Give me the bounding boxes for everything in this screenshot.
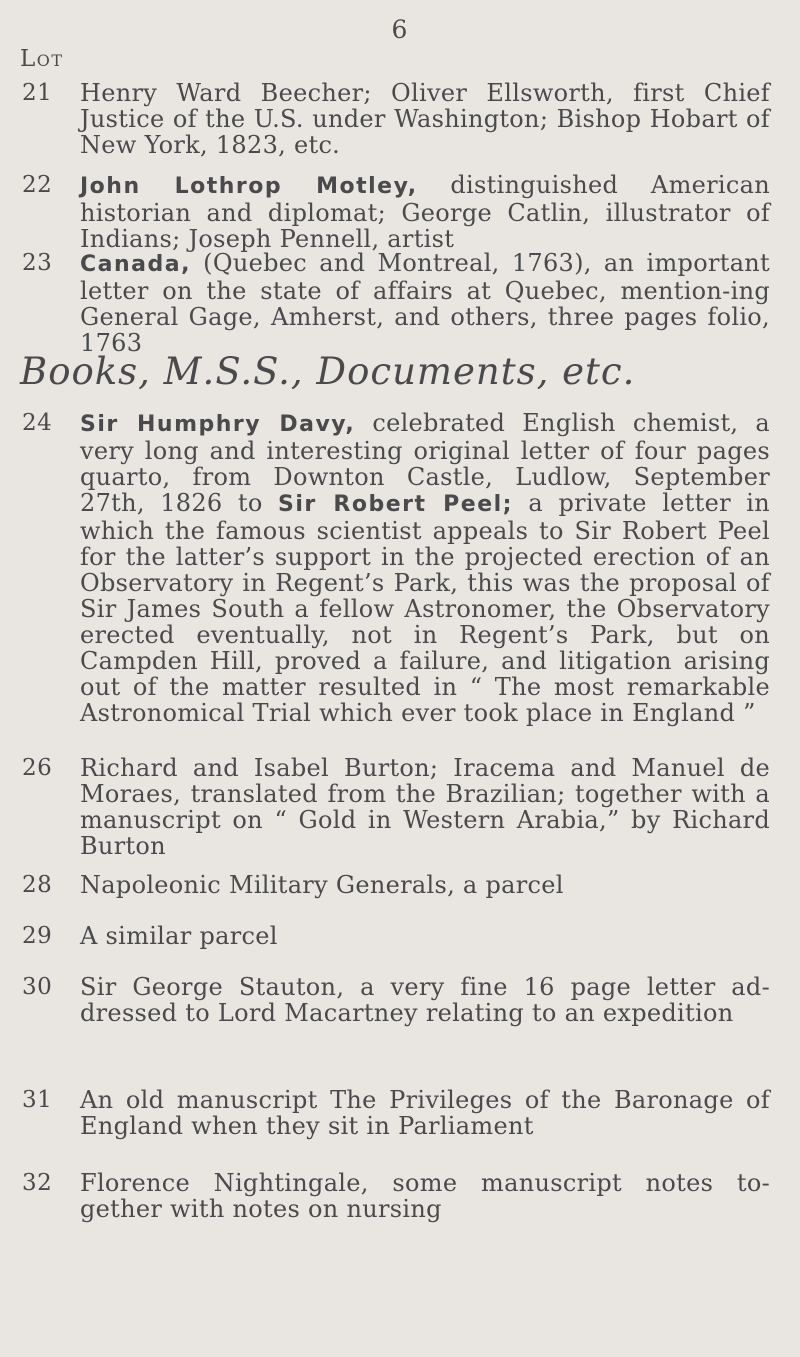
lot-lead-name: John Lothrop Motley, (80, 174, 418, 199)
lot-number: 23 (22, 250, 53, 276)
lot-number: 31 (22, 1087, 53, 1113)
lot-number: 29 (22, 923, 53, 949)
lot-number: 24 (22, 410, 53, 436)
lot-description-text: Sir George Stauton, a very fine 16 page letter ad-dressed to Lord Macartney relating to an expedition (80, 973, 770, 1027)
lot-number: 21 (22, 80, 53, 106)
lot-number: 28 (22, 872, 53, 898)
lot-description (80, 250, 770, 356)
section-heading: Books, M.S.S., Documents, etc. (20, 350, 636, 393)
lot-number: 30 (22, 974, 53, 1000)
lot-description-text: A similar parcel (80, 922, 278, 950)
lot-column-heading: Lot (20, 46, 64, 72)
lot-number: 32 (22, 1170, 53, 1196)
lot-description-text: An old manuscript The Privileges of the Baronage of England when they sit in Parliament (80, 1086, 770, 1140)
lot-description (80, 923, 770, 949)
lot-lead-name: Sir Humphry Davy, (80, 412, 356, 437)
lot-description (80, 80, 770, 158)
lot-description (80, 974, 770, 1026)
lot-description-text: Florence Nightingale, some manuscript notes to-gether with notes on nursing (80, 1169, 770, 1223)
lot-description-text: Henry Ward Beecher; Oliver Ellsworth, first Chief Justice of the U.S. under Washington; Bishop Hobart of New York, 1823, etc. (80, 79, 770, 159)
lot-description (80, 755, 770, 859)
lot-description (80, 410, 770, 726)
lot-description-text: (Quebec and Montreal, 1763), an important letter on the state of affairs at Quebec, mention-ing General Gage, Amherst, and others, three pages folio, 1763 (80, 249, 770, 357)
page-number: 6 (391, 15, 409, 44)
lot-description (80, 1087, 770, 1139)
lot-description (80, 872, 770, 898)
lot-description (80, 1170, 770, 1222)
lot-description (80, 172, 770, 252)
lot-description-text: celebrated English chemist, a very long and interesting original letter of four pages quarto, from Downton Castle, Ludlow, September 27th, 1826 to (80, 409, 770, 517)
lot-description-text-continued: a private letter in which the famous scientist appeals to Sir Robert Peel for the latter’s support in the projected erection of an Observatory in Regent’s Park, this was the proposal of Sir James South a fellow Astronomer, the Observatory erected eventually, not in Regent’s Park, but on Campden Hill, proved a failure, and litigation arising out of the matter resulted in “ The most remarkable Astronomical Trial which ever took place in England ” (80, 489, 771, 727)
lot-number: 26 (22, 755, 53, 781)
lot-description-text: Richard and Isabel Burton; Iracema and Manuel de Moraes, translated from the Brazilian; together with a manuscript on “ Gold in Western Arabia,” by Richard Burton (80, 754, 770, 860)
lot-number: 22 (22, 172, 53, 198)
lot-lead-name: Canada, (80, 252, 191, 277)
lot-description-text: distinguished American historian and diplomat; George Catlin, illustrator of Indians; Joseph Pennell, artist (80, 171, 770, 253)
lot-description-text: Napoleonic Military Generals, a parcel (80, 871, 564, 899)
lot-inline-name: Sir Robert Peel; (278, 492, 513, 517)
